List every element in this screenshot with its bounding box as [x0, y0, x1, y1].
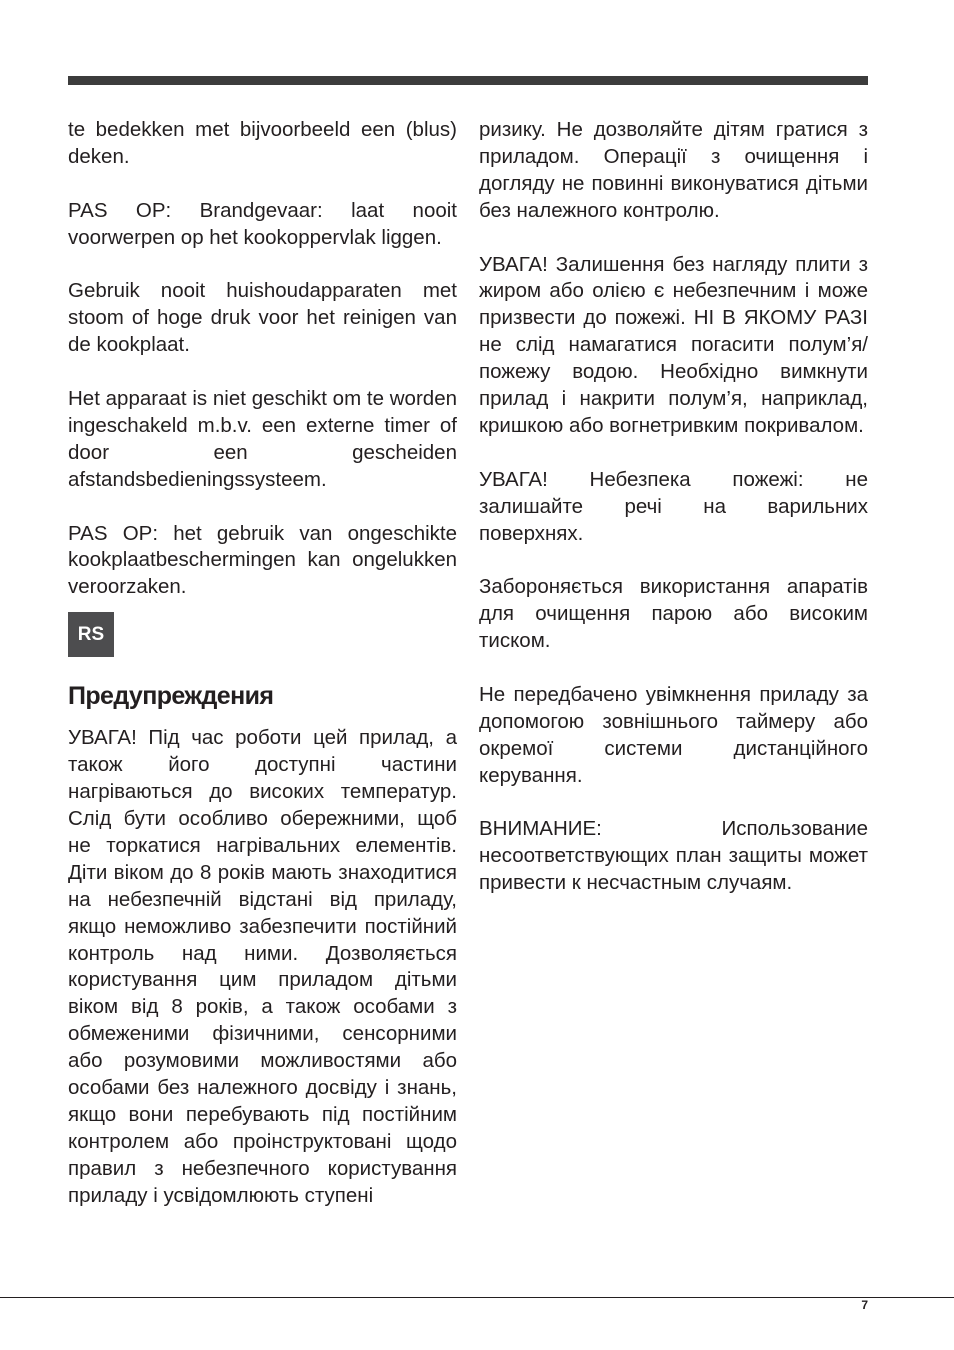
section-heading: Предупреждения	[68, 682, 274, 711]
paragraph-heat-warning-uk: УВАГА! Під час роботи цей прилад, а також його доступні частини нагріваються до високих температур. Слід бути особливо обережними, щоб не торкатися нагрівальних елементів. Діти віком до 8 років мають знаходитися на небезпечній відстані від приладу, якщо неможливо забезпечити постійний контроль над ними. Дозволяється користування цим приладом дітьми віком від 8 років, а також особами з обмеженими фізичними, сенсорними або розумовими можливостями або особами без належного досвіду і знань, якщо вони перебувають під постійним контролем або проінструктовані щодо правил з небезпечного користування приладу і усвідомлюють ступені	[68, 726, 457, 1207]
paragraph-blanket: te bedekken met bijvoorbeeld een (blus) deken.	[68, 118, 457, 168]
language-badge: RS	[68, 612, 114, 657]
paragraph-steam-cleaning-nl: Gebruik nooit huishoudapparaten met stoom of hoge druk voor het reinigen van de kookplaat.	[68, 279, 457, 357]
header-rule	[68, 76, 868, 85]
paragraph-children-risk: ризику. Не дозволяйте дітям гратися з приладом. Операції з очищення і догляду не повинні виконуватися дітьми без належного контролю.	[479, 118, 868, 222]
paragraph-external-timer-nl: Het apparaat is niet geschikt om te worden ingeschakeld m.b.v. een externe timer of door een gescheiden afstandsbedieningssysteem.	[68, 387, 457, 491]
footer-rule	[0, 1297, 954, 1298]
paragraph-fire-hazard-uk: УВАГА! Небезпека пожежі: не залишайте речі на варильних поверхнях.	[479, 467, 868, 545]
paragraph-external-timer-uk: Не передбачено увімкнення приладу за допомогою зовнішнього таймеру або окремої системи дистанційного керування.	[479, 682, 868, 787]
paragraph-oil-fire-warning: УВАГА! Залишення без нагляду плити з жиром або олією є небезпечним і може призвести до пожежі. НІ В ЯКОМУ РАЗІ не слід намагатися погасити полум’я/пожежу водою. Необхідно вимкнути прилад і накрити полум’я, наприклад, кришкою або вогнетривким покривалом.	[479, 252, 868, 437]
left-column	[68, 117, 457, 1210]
paragraph-hob-guards-ru: ВНИМАНИЕ: Использование несоответствующих план защиты может привести к несчастным случаям.	[479, 817, 868, 895]
paragraph-steam-cleaning-uk: Забороняється використання апаратів для очищення парою або високим тиском.	[479, 575, 868, 653]
paragraph-hob-guards-nl: PAS OP: het gebruik van ongeschikte kookplaatbeschermingen kan ongelukken veroorzaken.	[68, 521, 457, 599]
right-column	[479, 117, 868, 897]
page-number: 7	[861, 1298, 868, 1312]
paragraph-fire-warning-nl: PAS OP: Brandgevaar: laat nooit voorwerpen op het kookoppervlak liggen.	[68, 198, 457, 249]
